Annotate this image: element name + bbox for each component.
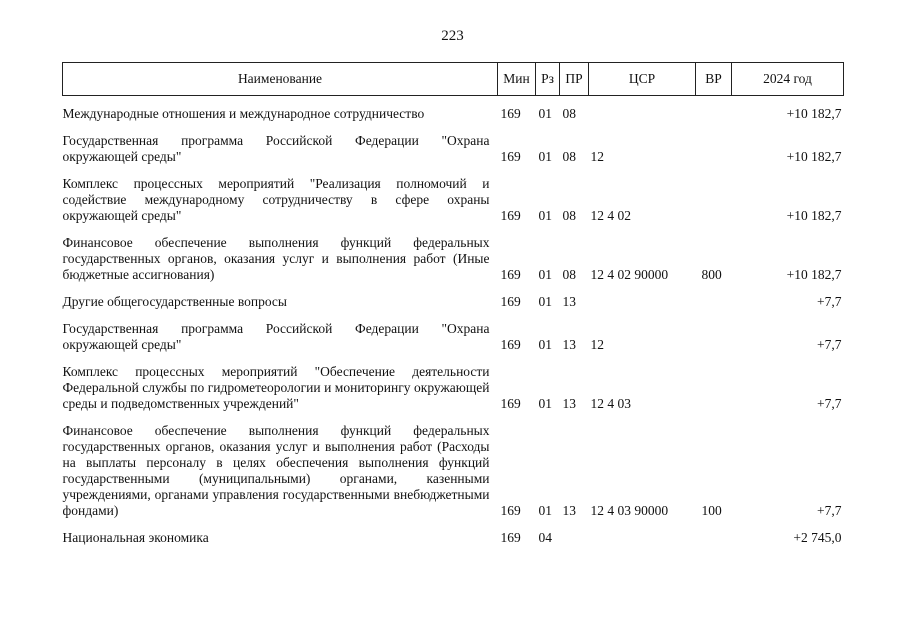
row-min: 169 <box>500 396 521 411</box>
header-pr: ПР <box>560 63 589 96</box>
row-amount: +10 182,7 <box>786 106 842 121</box>
row-min: 169 <box>500 208 521 223</box>
row-rz: 01 <box>538 294 552 309</box>
table-row <box>63 283 844 310</box>
row-min: 169 <box>500 267 521 282</box>
table-row <box>63 96 844 123</box>
row-pr <box>560 519 589 546</box>
row-vr <box>696 519 732 546</box>
row-csr <box>589 519 696 546</box>
header-csr: ЦСР <box>589 63 696 96</box>
page-number: 223 <box>441 28 464 44</box>
row-vr <box>696 353 732 412</box>
row-name: Финансовое обеспечение выполнения функций федеральных государственных органов, оказания услуг и выполнения работ (Иные бюджетные ассигнования) <box>62 235 490 282</box>
row-name: Государственная программа Российской Федерации "Охрана окружающей среды" <box>62 133 490 164</box>
header-vr: ВР <box>696 63 732 96</box>
row-amount: +10 182,7 <box>786 267 842 282</box>
row-vr <box>696 165 732 224</box>
row-csr: 12 <box>590 149 604 164</box>
row-rz: 01 <box>538 503 552 518</box>
row-pr: 13 <box>562 294 576 309</box>
row-name: Национальная экономика <box>62 530 209 545</box>
row-vr: 800 <box>701 267 722 282</box>
table-row <box>63 310 844 353</box>
row-rz: 01 <box>538 208 552 223</box>
row-rz: 01 <box>538 149 552 164</box>
row-pr: 08 <box>562 106 576 121</box>
row-name: Финансовое обеспечение выполнения функций федеральных государственных органов, оказания услуг и выполнения работ (Расходы на выплаты персоналу в целях обеспечения выполнения функций государственными (муниципальными) органами, казенными учреждениями, органами управления государственными внебюджетными фондами) <box>62 423 490 518</box>
row-pr: 13 <box>562 396 576 411</box>
row-rz: 01 <box>538 106 552 121</box>
row-pr: 08 <box>562 267 576 282</box>
row-csr <box>589 283 696 310</box>
row-rz: 01 <box>538 337 552 352</box>
row-name: Комплекс процессных мероприятий "Обеспечение деятельности Федеральной службы по гидрометеорологии и мониторингу окружающей среды и подведомственных учреждений" <box>62 364 490 411</box>
row-amount: +2 745,0 <box>793 530 842 545</box>
row-amount: +10 182,7 <box>786 149 842 164</box>
row-rz: 01 <box>538 267 552 282</box>
row-min: 169 <box>500 503 521 518</box>
table-header <box>63 63 844 96</box>
row-pr: 08 <box>562 149 576 164</box>
row-pr: 13 <box>562 503 576 518</box>
row-amount: +7,7 <box>817 396 842 411</box>
row-amount: +7,7 <box>817 503 842 518</box>
row-min: 169 <box>500 337 521 352</box>
row-vr <box>696 122 732 165</box>
row-rz: 01 <box>538 396 552 411</box>
row-csr: 12 4 03 <box>590 396 631 411</box>
row-rz: 04 <box>538 530 552 545</box>
row-amount: +7,7 <box>817 337 842 352</box>
row-amount: +10 182,7 <box>786 208 842 223</box>
row-csr <box>589 96 696 123</box>
header-rz: Рз <box>536 63 560 96</box>
row-vr <box>696 96 732 123</box>
table-row <box>63 353 844 412</box>
row-name: Комплекс процессных мероприятий "Реализация полномочий и содействие международному сотрудничеству в сфере охраны окружающей среды" <box>62 176 490 223</box>
row-vr: 100 <box>701 503 722 518</box>
table-body <box>63 96 844 547</box>
table-row <box>63 224 844 283</box>
row-min: 169 <box>500 149 521 164</box>
row-csr: 12 4 02 <box>590 208 631 223</box>
row-min: 169 <box>500 530 521 545</box>
row-amount: +7,7 <box>817 294 842 309</box>
row-csr: 12 4 02 90000 <box>590 267 669 282</box>
table-row <box>63 519 844 546</box>
row-min: 169 <box>500 294 521 309</box>
row-csr: 12 <box>590 337 604 352</box>
row-vr <box>696 283 732 310</box>
budget-table <box>62 62 844 546</box>
header-year: 2024 год <box>732 63 844 96</box>
table-row <box>63 165 844 224</box>
header-name: Наименование <box>63 63 498 96</box>
row-name: Международные отношения и международное сотрудничество <box>62 106 425 121</box>
row-min: 169 <box>500 106 521 121</box>
table-row <box>63 412 844 519</box>
row-name: Государственная программа Российской Федерации "Охрана окружающей среды" <box>62 321 490 352</box>
row-pr: 13 <box>562 337 576 352</box>
row-pr: 08 <box>562 208 576 223</box>
table-row <box>63 122 844 165</box>
row-vr <box>696 310 732 353</box>
header-min: Мин <box>498 63 536 96</box>
row-name: Другие общегосударственные вопросы <box>62 294 287 309</box>
row-csr: 12 4 03 90000 <box>590 503 669 518</box>
